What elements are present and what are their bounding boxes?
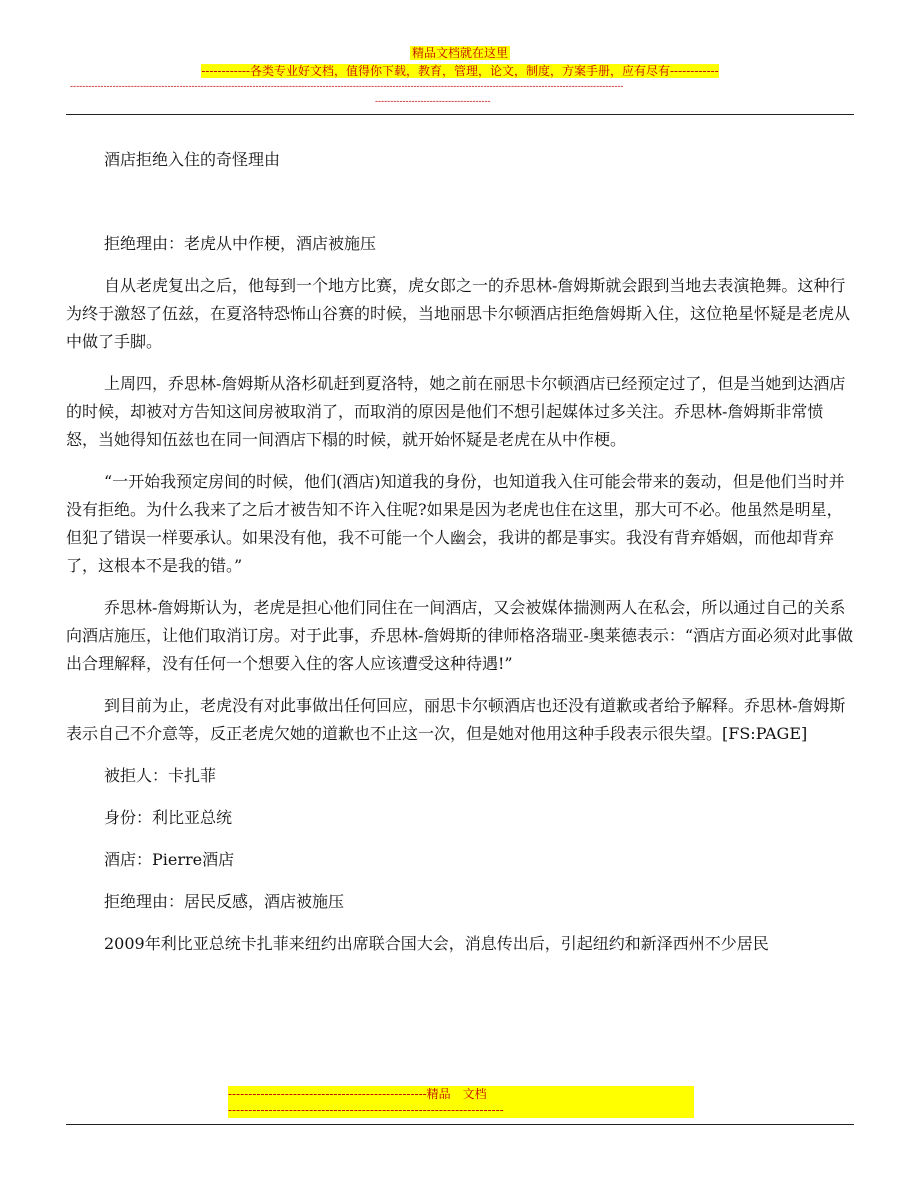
header-dash-line: --------------------------------------------------------------------------------------------------------------------------------------------------------------------------------------: [70, 82, 624, 92]
footer-line: -------------------------------------------------精品 文档: [228, 1086, 694, 1102]
footer-dash-line: --------------------------------------------------------------------: [228, 1102, 694, 1118]
paragraph: 拒绝理由：居民反感，酒店被施压: [104, 892, 345, 911]
paragraph: 乔思林-詹姆斯认为，老虎是担心他们同住在一间酒店，又会被媒体揣测两人在私会，所以通过自己的关系向酒店施压，让他们取消订房。对于此事，乔思林-詹姆斯的律师格洛瑞亚-奥莱德表示：“酒店方面必须对此事做出合理解释，没有任何一个想要入住的客人应该遭受这种待遇!”: [66, 598, 853, 673]
paragraph: 上周四，乔思林-詹姆斯从洛杉矶赶到夏洛特，她之前在丽思卡尔顿酒店已经预定过了，但是当她到达酒店的时候，却被对方告知这间房被取消了，而取消的原因是他们不想引起媒体过多关注。乔思林-詹姆斯非常愤怒，当她得知伍兹也在同一间酒店下榻的时候，就开始怀疑是老虎在从中作梗。: [66, 374, 846, 449]
footer-rule: [66, 1124, 854, 1125]
paragraph: 自从老虎复出之后，他每到一个地方比赛，虎女郎之一的乔思林-詹姆斯就会跟到当地去表演艳舞。这种行为终于激怒了伍兹，在夏洛特恐怖山谷赛的时候，当地丽思卡尔顿酒店拒绝詹姆斯入住，这位艳星怀疑是老虎从中做了手脚。: [66, 276, 851, 351]
header-rule: [66, 114, 854, 115]
paragraph: 酒店：Pierre酒店: [104, 850, 235, 869]
paragraph: 拒绝理由：老虎从中作梗，酒店被施压: [104, 234, 377, 253]
header-dash-line-short: --------------------------------------: [375, 97, 491, 107]
document-title: 酒店拒绝入住的奇怪理由: [104, 150, 281, 169]
paragraph: 被拒人：卡扎菲: [104, 766, 217, 785]
paragraph: “一开始我预定房间的时候，他们(酒店)知道我的身份，也知道我入住可能会带来的轰动，但是他们当时并没有拒绝。为什么我来了之后才被告知不许入住呢?如果是因为老虎也住在这里，那大可不必。他虽然是明星，但犯了错误一样要承认。如果没有他，我不可能一个人幽会，我讲的都是事实。我没有背弃婚姻，而他却背弃了，这根本不是我的错。”: [66, 472, 845, 575]
footer-banner: [228, 1086, 694, 1118]
paragraph: 2009年利比亚总统卡扎菲来纽约出席联合国大会，消息传出后，引起纽约和新泽西州不少居民: [104, 934, 769, 953]
header-title: 精品文档就在这里: [411, 46, 508, 60]
paragraph: 到目前为止，老虎没有对此事做出任何回应，丽思卡尔顿酒店也还没有道歉或者给予解释。乔思林-詹姆斯表示自己不介意等，反正老虎欠她的道歉也不止这一次，但是她对他用这种手段表示很失望。[FS:PAGE]: [66, 696, 846, 743]
paragraph: 身份：利比亚总统: [104, 808, 233, 827]
header-subtitle: ------------各类专业好文档，值得你下载，教育，管理，论文，制度，方案手册，应有尽有------------: [201, 64, 719, 78]
document-body: [66, 146, 854, 972]
